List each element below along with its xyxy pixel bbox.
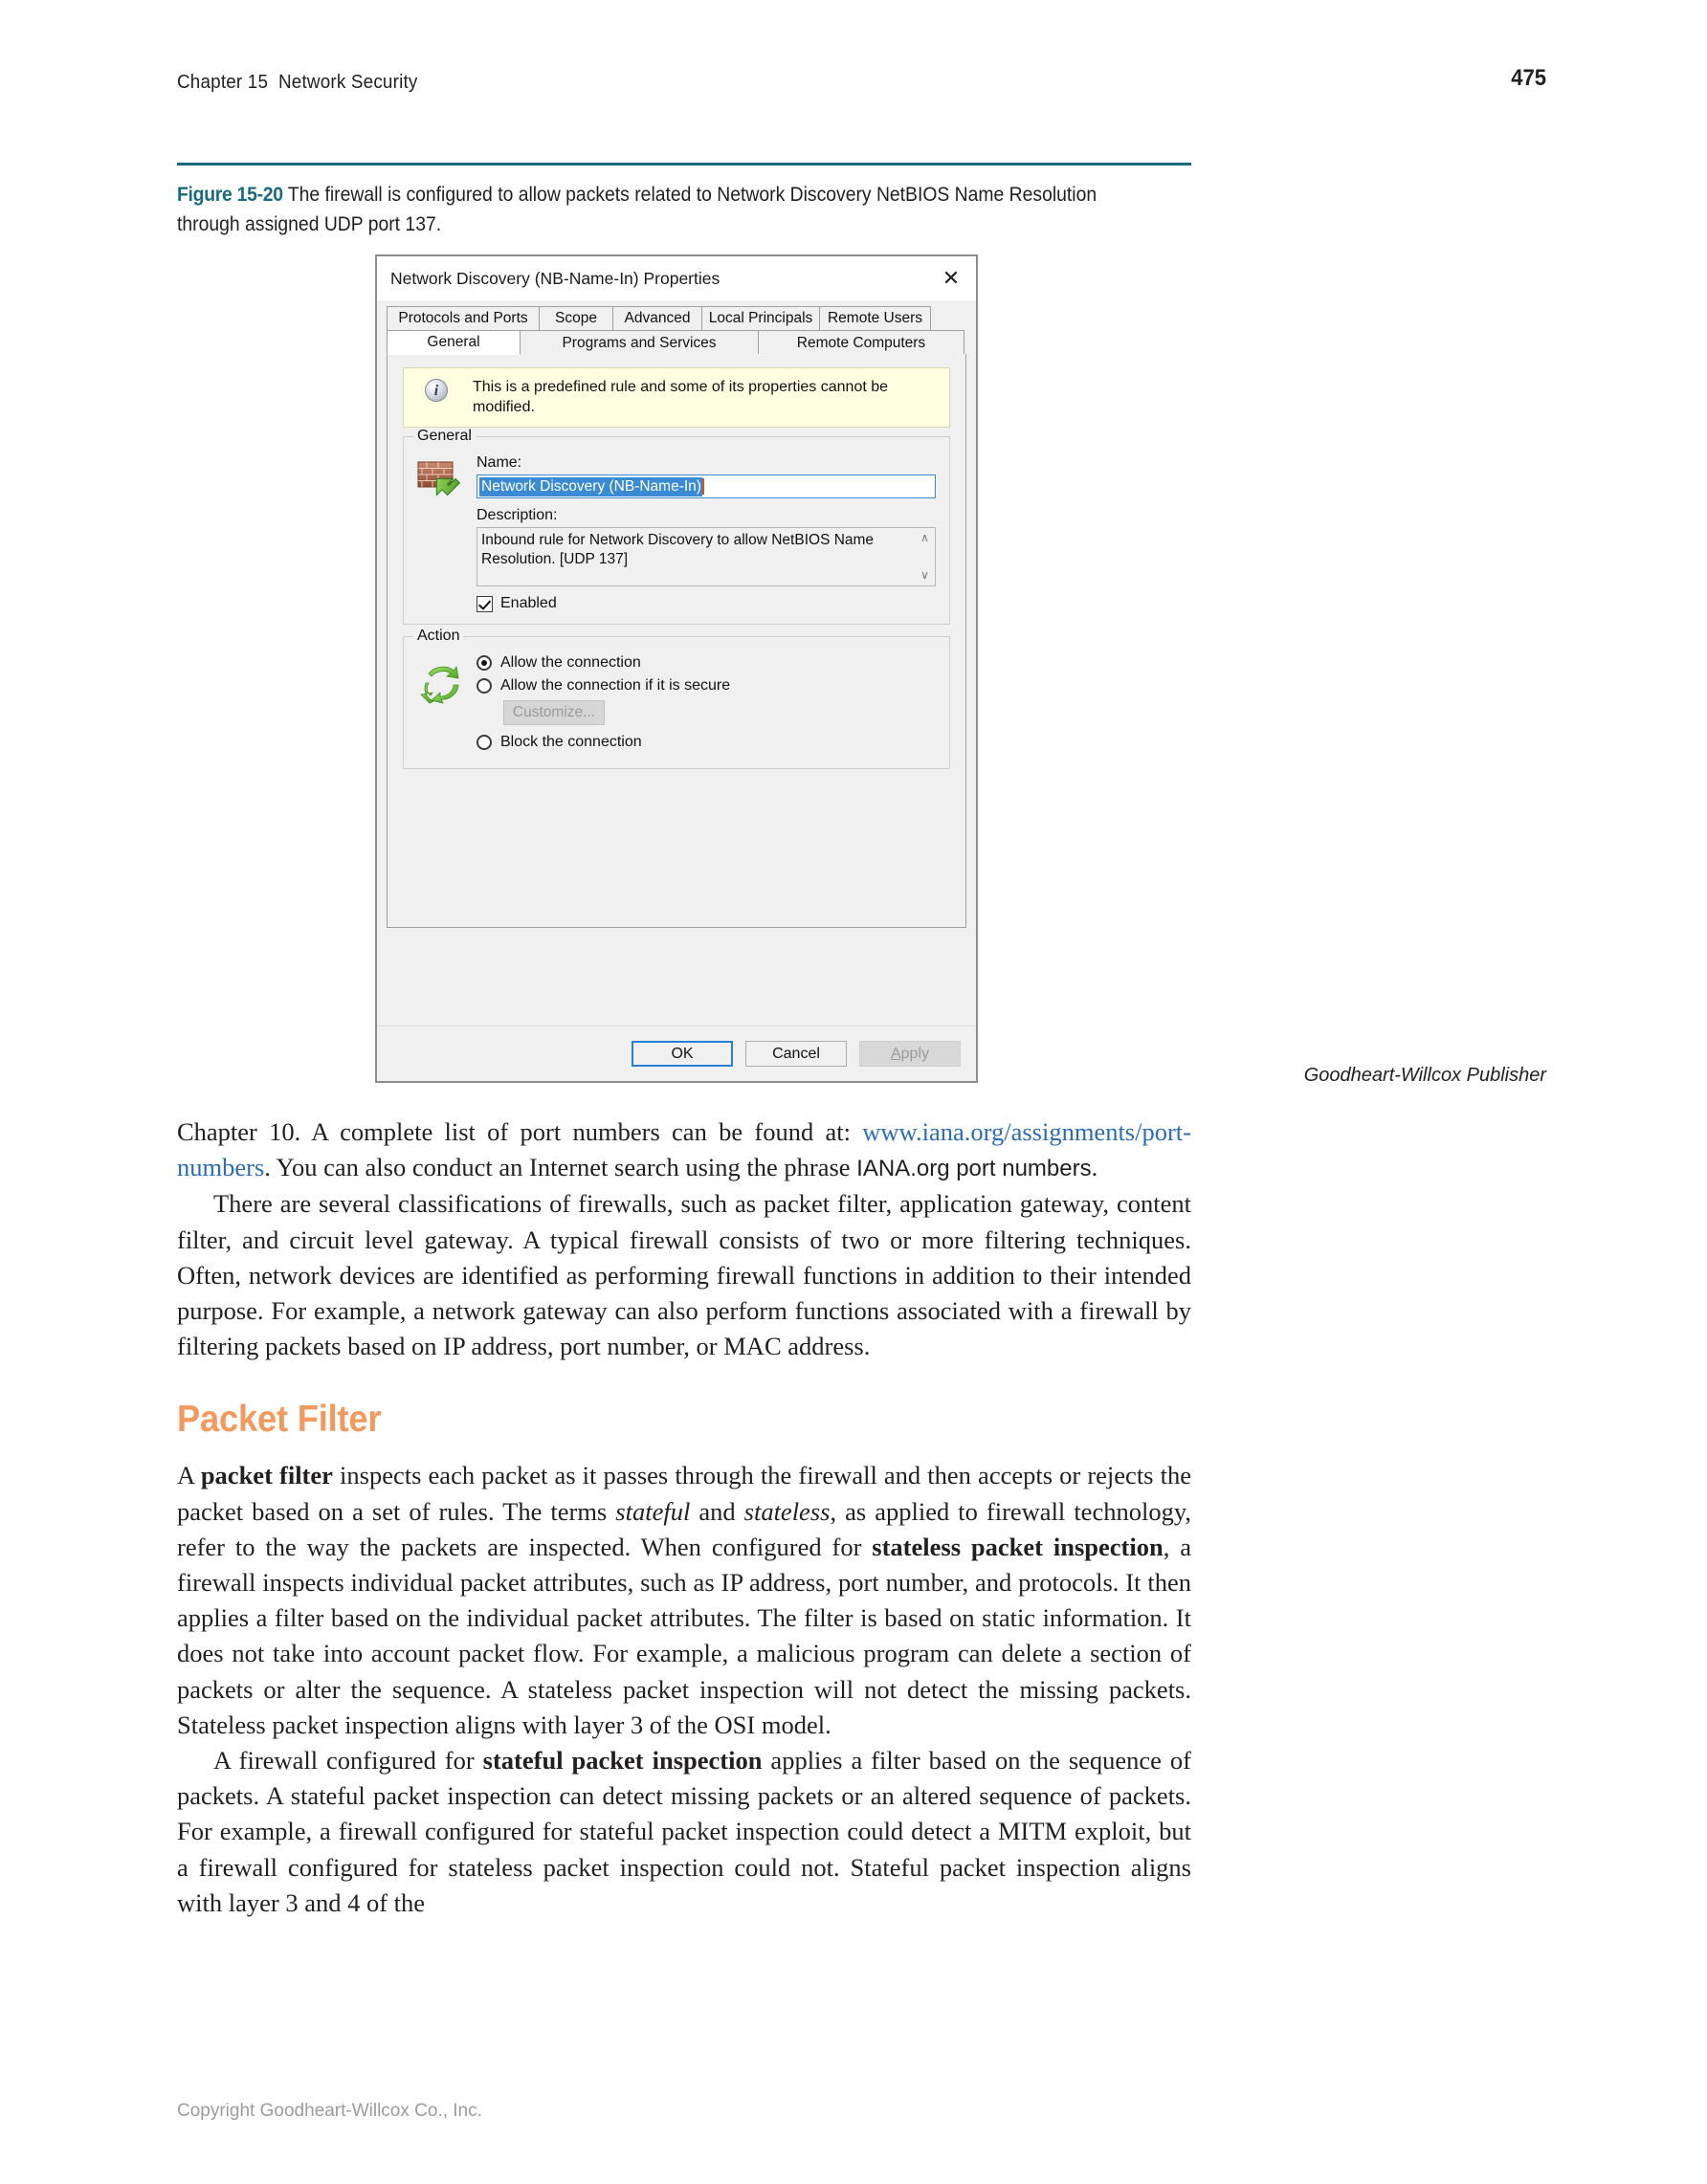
close-icon[interactable]: ✕ [942,266,961,290]
iana-url-link[interactable]: www.iana.org/assignments/port-numbers [177,1117,1191,1182]
section-heading-packet-filter: Packet Filter [177,1399,382,1441]
tab-general[interactable]: General [387,330,521,355]
radio-row-allow-secure[interactable] [477,677,936,695]
apply-button[interactable] [859,1041,961,1067]
radio-row-allow[interactable] [477,654,936,672]
term-stateless: stateless [743,1496,831,1526]
paragraph-port-numbers [177,1114,1191,1186]
tab-protocols-and-ports[interactable]: Protocols and Ports [387,306,540,330]
rule-description-textarea[interactable] [477,527,936,586]
dialog-title: Network Discovery (NB-Name-In) Properties [390,268,720,288]
action-group-box [403,628,950,769]
page-number: 475 [1511,65,1546,91]
text-caret [702,478,704,495]
radio-label-allow-secure: Allow the connection if it is secure [500,677,731,694]
customize-button[interactable]: Customize... [503,700,605,725]
p3-text-d: and [690,1496,744,1526]
enabled-label: Enabled [500,595,557,611]
radio-label-block: Block the connection [500,734,642,750]
apply-rest: pply [900,1045,930,1062]
general-group-legend: General [413,428,476,445]
p3-text-f: , a firewall inspects individual packet attributes, such as IP address, port number, and protocols. It then applies a filter based on the individual packet attributes. The filter is based on static information. It does not take into account packet flow. For example, a malicious program can delete a section of packets or alter the sequence. A stateless packet inspection will not detect the missing packets. Stateless packet inspection aligns with layer 3 of the OSI model. [177,1532,1192,1739]
term-stateful: stateful [615,1496,691,1526]
ok-button[interactable]: OK [632,1041,733,1067]
radio-allow-the-connection[interactable] [477,655,492,671]
p4-text-a: A firewall configured for [213,1746,483,1776]
description-scrollbar[interactable] [915,528,935,585]
firewall-rule-properties-dialog [375,254,978,1083]
p4-text-c: applies a filter based on the sequence of packets. A stateful packet inspection can detect missing packets or an altered sequence of packets. For example, a firewall configured for stateful packet inspection could detect a MITM exploit, but a firewall configured for stateless packet inspection could not. Stateful packet inspection aligns with layer 3 and 4 of the [177,1746,1191,1917]
tab-row-lower [387,330,966,354]
p3-text-e: , as applied to firewall technology, refer to the way the packets are inspected. When configured for [177,1496,1191,1561]
body-text-column [177,1114,1191,1921]
term-stateless-packet-inspection: stateless packet inspection [872,1532,1164,1561]
paragraph-stateful-inspection [177,1743,1191,1921]
tab-remote-users[interactable]: Remote Users [819,306,931,330]
info-icon: i [425,379,448,402]
tab-programs-and-services[interactable]: Programs and Services [520,330,759,355]
tab-advanced[interactable]: Advanced [612,306,702,330]
radio-row-block[interactable] [477,734,936,751]
radio-block-the-connection[interactable] [477,735,492,750]
footer-copyright: Copyright Goodheart-Willcox Co., Inc. [177,2101,482,2121]
rule-name-input[interactable] [477,474,936,498]
paragraph-firewall-classifications: There are several classifications of firewalls, such as packet filter, application gateway, content filter, and circuit level gateway. A typical firewall consists of two or more filtering techniques. Often, network devices are identified as performing firewall functions in addition to their intended purpose. For example, a network gateway can also perform functions associated with a firewall by filtering packets based on IP address, port number, or MAC address. [177,1189,1191,1361]
figure-caption-text: The firewall is configured to allow packets related to Network Discovery NetBIOS Name Resolution through assigned UDP port 137. [177,183,1097,235]
p1-search-phrase: IANA.org port numbers [856,1156,1092,1182]
p1-text-b: . You can also conduct an Internet search using the phrase [264,1153,857,1182]
term-stateful-packet-inspection: stateful packet inspection [482,1746,763,1776]
description-label: Description: [477,507,558,523]
paragraph-packet-filter [177,1458,1191,1743]
p1-text-a: Chapter 10. A complete list of port numbers can be found at: [177,1117,863,1146]
p3-text-a: A [177,1461,201,1490]
info-bar-text: This is a predefined rule and some of its properties cannot be modified. [473,379,889,415]
figure-caption [177,180,1100,239]
dialog-footer [377,1026,976,1081]
p3-text-c: inspects each packet as it passes through the firewall and then accepts or rejects the packet based on a set of rules. The terms [177,1461,1191,1526]
inbound-rule-icon [417,454,477,612]
running-head: Chapter 15 Network Security [177,71,418,93]
tab-local-principals[interactable]: Local Principals [701,306,820,330]
figure-credit: Goodheart-Willcox Publisher [1303,1065,1546,1086]
enabled-checkbox-row[interactable] [477,595,936,612]
scroll-up-icon[interactable]: ∧ [920,531,929,544]
action-group-legend: Action [413,628,463,645]
enabled-checkbox[interactable] [477,596,493,612]
scroll-down-icon[interactable]: ∨ [920,568,929,582]
allow-connection-icon [417,654,477,757]
dialog-tab-strip [377,300,976,354]
tab-scope[interactable]: Scope [539,306,613,330]
section-heading-wrap [177,1399,1191,1441]
figure-number: Figure 15-20 [177,183,283,206]
tab-remote-computers[interactable]: Remote Computers [758,330,964,355]
general-group-box [403,428,950,625]
apply-accel-letter: A [890,1045,901,1062]
term-packet-filter: packet filter [200,1461,333,1490]
rule-name-value: Network Discovery (NB-Name-In) [481,477,701,495]
p1-text-c: . [1091,1153,1098,1182]
name-label: Name: [477,454,522,471]
rule-description-value: Inbound rule for Network Discovery to allow NetBIOS Name Resolution. [UDP 137] [481,532,875,567]
dialog-title-bar [377,256,976,300]
cancel-button[interactable]: Cancel [745,1041,847,1067]
radio-label-allow: Allow the connection [500,654,641,671]
tab-page-general [387,354,966,928]
tab-row-upper [387,306,966,330]
radio-allow-if-secure[interactable] [477,678,492,694]
predefined-rule-info-bar [403,367,950,428]
figure-divider-rule [177,163,1191,165]
